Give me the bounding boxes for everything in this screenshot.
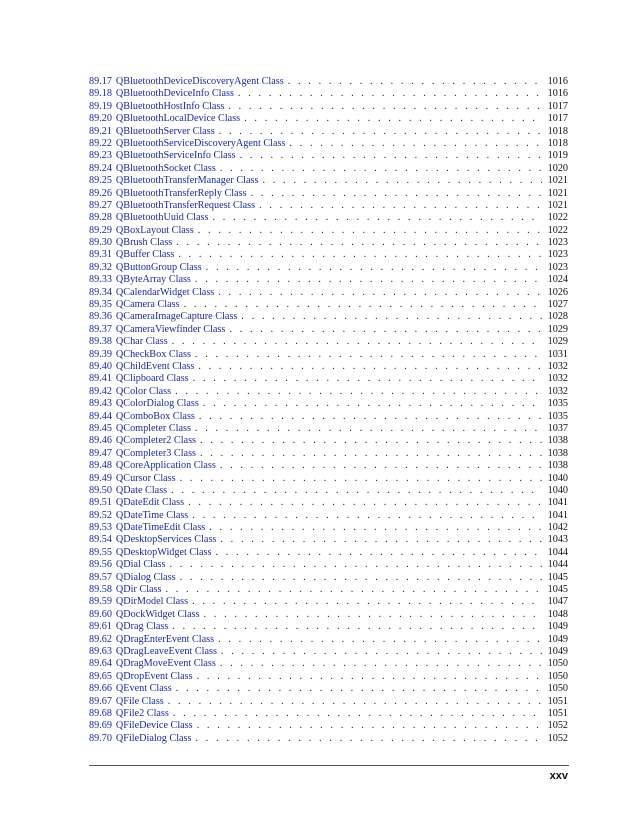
toc-entry-page[interactable]: 1052 [547, 720, 568, 732]
toc-entry-page[interactable]: 1049 [547, 645, 568, 657]
toc-entry-page[interactable]: 1020 [547, 162, 568, 174]
toc-entry-title[interactable]: QDate Class [115, 484, 168, 496]
toc-entry[interactable] [89, 720, 568, 732]
dot-leader [171, 485, 542, 497]
toc-entry-number[interactable]: 89.32 [89, 261, 112, 273]
toc-entry-page[interactable]: 1050 [547, 658, 568, 670]
toc-entry-title[interactable]: QDialog Class [115, 571, 176, 583]
toc-entry-page[interactable]: 1017 [547, 100, 568, 112]
toc-entry[interactable] [89, 274, 568, 286]
toc-entry-page[interactable]: 1029 [547, 323, 568, 335]
toc-entry[interactable] [89, 683, 568, 695]
dot-leader [204, 609, 542, 621]
toc-entry-title[interactable]: QFileDevice Class [115, 720, 193, 732]
toc-entry-title[interactable]: QCameraViewfinder Class [115, 323, 226, 335]
toc-entry-title[interactable]: QDateTimeEdit Class [115, 522, 206, 534]
table-of-contents [89, 76, 568, 745]
toc-entry-title[interactable]: QBuffer Class [115, 249, 175, 261]
toc-entry-page[interactable]: 1017 [547, 113, 568, 125]
dot-leader [198, 361, 542, 373]
dot-leader [175, 386, 542, 398]
toc-entry-page[interactable]: 1051 [547, 707, 568, 719]
dot-leader [199, 411, 542, 423]
toc-entry-title[interactable]: QCompleter Class [115, 422, 191, 434]
dot-leader [195, 349, 542, 361]
dot-leader [197, 720, 542, 732]
toc-entry-page[interactable]: 1027 [547, 299, 568, 311]
toc-entry-title[interactable]: QCamera Class [115, 299, 180, 311]
toc-entry[interactable] [89, 696, 568, 708]
toc-entry[interactable] [89, 547, 568, 559]
dot-leader [173, 708, 542, 720]
toc-entry[interactable] [89, 336, 568, 348]
toc-entry-number[interactable]: 89.26 [89, 187, 112, 199]
toc-entry-number[interactable]: 89.56 [89, 559, 112, 571]
toc-entry-number[interactable]: 89.59 [89, 596, 112, 608]
toc-entry[interactable] [89, 138, 568, 150]
toc-entry[interactable] [89, 497, 568, 509]
toc-entry[interactable] [89, 584, 568, 596]
dot-leader [212, 212, 542, 224]
dot-leader [197, 671, 542, 683]
toc-entry-title[interactable]: QDateEdit Class [115, 497, 185, 509]
toc-entry-title[interactable]: QClipboard Class [115, 373, 189, 385]
toc-entry-title[interactable]: QEvent Class [115, 683, 172, 695]
dot-leader [218, 634, 542, 646]
dot-leader [244, 113, 542, 125]
toc-entry-number[interactable]: 89.39 [89, 348, 112, 360]
toc-entry-title[interactable]: QDateTime Class [115, 509, 189, 521]
dot-leader [192, 596, 542, 608]
toc-entry-number[interactable]: 89.44 [89, 410, 112, 422]
toc-entry[interactable] [89, 349, 568, 361]
toc-entry-number[interactable]: 89.24 [89, 162, 112, 174]
toc-entry-page[interactable]: 1050 [547, 683, 568, 695]
toc-entry-number[interactable]: 89.55 [89, 546, 112, 558]
toc-entry-number[interactable]: 89.43 [89, 398, 112, 410]
toc-entry[interactable] [89, 386, 568, 398]
toc-entry-title[interactable]: QCameraImageCapture Class [115, 311, 238, 323]
dot-leader [206, 262, 542, 274]
toc-entry-number[interactable]: 89.50 [89, 484, 112, 496]
toc-entry-number[interactable]: 89.17 [89, 76, 112, 87]
toc-entry-page[interactable]: 1018 [547, 137, 568, 149]
toc-entry-number[interactable]: 89.66 [89, 683, 112, 695]
toc-entry-title[interactable]: QBluetoothServiceInfo Class [115, 150, 236, 162]
toc-entry-number[interactable]: 89.41 [89, 373, 112, 385]
dot-leader [200, 435, 542, 447]
toc-entry-title[interactable]: QCalendarWidget Class [115, 286, 215, 298]
toc-entry-number[interactable]: 89.22 [89, 137, 112, 149]
toc-entry[interactable] [89, 126, 568, 138]
toc-entry-page[interactable]: 1021 [547, 199, 568, 211]
toc-entry-number[interactable]: 89.36 [89, 311, 112, 323]
toc-entry-title[interactable]: QBrush Class [115, 237, 173, 249]
dot-leader [220, 534, 542, 546]
toc-entry-title[interactable]: QBluetoothSocket Class [115, 162, 216, 174]
toc-entry[interactable] [89, 671, 568, 683]
toc-entry-number[interactable]: 89.69 [89, 720, 112, 732]
toc-entry-title[interactable]: QDragLeaveEvent Class [115, 645, 217, 657]
toc-entry-number[interactable]: 89.19 [89, 100, 112, 112]
toc-entry-number[interactable]: 89.58 [89, 584, 112, 596]
toc-entry-number[interactable]: 89.49 [89, 472, 112, 484]
dot-leader [219, 126, 542, 138]
dot-leader [195, 274, 542, 286]
toc-entry-page[interactable]: 1018 [547, 125, 568, 137]
toc-entry-title[interactable]: QColor Class [115, 385, 172, 397]
toc-entry[interactable] [89, 460, 568, 472]
toc-entry[interactable] [89, 237, 568, 249]
dot-leader [198, 225, 542, 237]
toc-entry-page[interactable]: 1016 [547, 88, 568, 100]
toc-entry[interactable] [89, 101, 568, 113]
dot-leader [188, 497, 542, 509]
toc-entry[interactable] [89, 113, 568, 125]
toc-entry-page[interactable]: 1052 [547, 732, 568, 744]
dot-leader [168, 696, 542, 708]
dot-leader [195, 733, 542, 745]
toc-entry[interactable] [89, 708, 568, 720]
toc-entry-number[interactable]: 89.53 [89, 522, 112, 534]
toc-entry[interactable] [89, 485, 568, 497]
toc-entry[interactable] [89, 559, 568, 571]
toc-entry-page[interactable]: 1040 [547, 484, 568, 496]
dot-leader [259, 200, 542, 212]
toc-entry[interactable] [89, 150, 568, 162]
toc-entry-page[interactable]: 1051 [547, 695, 568, 707]
toc-entry[interactable] [89, 398, 568, 410]
toc-entry-title[interactable]: QDesktopWidget Class [115, 546, 212, 558]
toc-entry-title[interactable]: QDragEnterEvent Class [115, 633, 215, 645]
dot-leader [184, 299, 542, 311]
toc-entry-title[interactable]: QBoxLayout Class [115, 224, 194, 236]
toc-entry-page[interactable]: 1026 [547, 286, 568, 298]
dot-leader [172, 621, 542, 633]
toc-entry-page[interactable]: 1032 [547, 373, 568, 385]
toc-entry-title[interactable]: QCursor Class [115, 472, 176, 484]
dot-leader [165, 584, 542, 596]
toc-entry-title[interactable]: QDirModel Class [115, 596, 189, 608]
toc-entry[interactable] [89, 435, 568, 447]
toc-entry-title[interactable]: QFileDialog Class [115, 732, 192, 744]
toc-entry-page[interactable]: 1032 [547, 385, 568, 397]
toc-entry-number[interactable]: 89.29 [89, 224, 112, 236]
toc-entry-title[interactable]: QBluetoothTransferReply Class [115, 187, 247, 199]
toc-entry-page[interactable]: 1028 [547, 311, 568, 323]
toc-entry-page[interactable]: 1047 [547, 596, 568, 608]
toc-entry[interactable] [89, 287, 568, 299]
dot-leader [289, 138, 542, 150]
toc-entry-title[interactable]: QColorDialog Class [115, 398, 199, 410]
toc-entry-page[interactable]: 1041 [547, 497, 568, 509]
toc-entry[interactable] [89, 212, 568, 224]
toc-entry-number[interactable]: 89.45 [89, 422, 112, 434]
toc-entry-title[interactable]: QBluetoothServer Class [115, 125, 215, 137]
toc-entry-number[interactable]: 89.64 [89, 658, 112, 670]
toc-entry-number[interactable]: 89.31 [89, 249, 112, 261]
toc-entry-number[interactable]: 89.70 [89, 732, 112, 744]
toc-entry-page[interactable]: 1023 [547, 249, 568, 261]
toc-entry-page[interactable]: 1016 [547, 76, 568, 87]
toc-entry-page[interactable]: 1042 [547, 522, 568, 534]
dot-leader [193, 373, 542, 385]
toc-entry-title[interactable]: QDir Class [115, 584, 162, 596]
toc-entry-title[interactable]: QBluetoothUuid Class [115, 212, 209, 224]
toc-entry-number[interactable]: 89.20 [89, 113, 112, 125]
toc-entry[interactable] [89, 658, 568, 670]
toc-entry-number[interactable]: 89.27 [89, 199, 112, 211]
toc-entry-title[interactable]: QBluetoothServiceDiscoveryAgent Class [115, 137, 286, 149]
toc-entry[interactable] [89, 299, 568, 311]
dot-leader [176, 237, 542, 249]
toc-entry-title[interactable]: QByteArray Class [115, 274, 191, 286]
toc-entry[interactable] [89, 733, 568, 745]
toc-entry-title[interactable]: QBluetoothTransferRequest Class [115, 199, 256, 211]
toc-entry-page[interactable]: 1021 [547, 187, 568, 199]
dot-leader [203, 398, 542, 410]
toc-entry-number[interactable]: 89.30 [89, 237, 112, 249]
dot-leader [221, 646, 542, 658]
toc-entry[interactable] [89, 646, 568, 658]
toc-entry-title[interactable]: QComboBox Class [115, 410, 195, 422]
toc-entry-number[interactable]: 89.42 [89, 385, 112, 397]
dot-leader [262, 175, 542, 187]
toc-entry-page[interactable]: 1038 [547, 447, 568, 459]
toc-entry-page[interactable]: 1049 [547, 621, 568, 633]
toc-entry-title[interactable]: QCompleter3 Class [115, 447, 196, 459]
toc-entry-title[interactable]: QBluetoothHostInfo Class [115, 100, 225, 112]
dot-leader [169, 559, 542, 571]
toc-entry-page[interactable]: 1038 [547, 460, 568, 472]
toc-entry-page[interactable]: 1022 [547, 212, 568, 224]
toc-entry[interactable] [89, 373, 568, 385]
toc-entry-number[interactable]: 89.33 [89, 274, 112, 286]
toc-entry-page[interactable]: 1050 [547, 670, 568, 682]
toc-entry-number[interactable]: 89.62 [89, 633, 112, 645]
toc-entry-title[interactable]: QCheckBox Class [115, 348, 191, 360]
dot-leader [172, 336, 542, 348]
toc-entry[interactable] [89, 311, 568, 323]
toc-entry-page[interactable]: 1048 [547, 608, 568, 620]
dot-leader [200, 448, 542, 460]
toc-entry-number[interactable]: 89.23 [89, 150, 112, 162]
toc-entry-number[interactable]: 89.25 [89, 175, 112, 187]
dot-leader [218, 287, 542, 299]
toc-entry-number[interactable]: 89.40 [89, 360, 112, 372]
toc-entry-number[interactable]: 89.28 [89, 212, 112, 224]
toc-entry[interactable] [89, 522, 568, 534]
toc-entry-page[interactable]: 1044 [547, 559, 568, 571]
toc-entry-page[interactable]: 1022 [547, 224, 568, 236]
toc-entry[interactable] [89, 262, 568, 274]
toc-entry-number[interactable]: 89.47 [89, 447, 112, 459]
toc-entry-page[interactable]: 1035 [547, 410, 568, 422]
toc-entry-title[interactable]: QBluetoothLocalDevice Class [115, 113, 241, 125]
toc-entry-page[interactable]: 1049 [547, 633, 568, 645]
toc-entry-number[interactable]: 89.52 [89, 509, 112, 521]
footer-page-number: xxv [549, 770, 568, 782]
toc-entry[interactable] [89, 448, 568, 460]
toc-entry-title[interactable]: QDesktopServices Class [115, 534, 217, 546]
toc-entry-page[interactable]: 1040 [547, 472, 568, 484]
toc-entry-title[interactable]: QDropEvent Class [115, 670, 193, 682]
toc-entry-number[interactable]: 89.37 [89, 323, 112, 335]
toc-entry-number[interactable]: 89.51 [89, 497, 112, 509]
toc-entry-title[interactable]: QDrag Class [115, 621, 169, 633]
toc-entry-title[interactable]: QChar Class [115, 336, 168, 348]
dot-leader [178, 249, 542, 261]
toc-entry[interactable] [89, 510, 568, 522]
toc-entry[interactable] [89, 473, 568, 485]
toc-entry-title[interactable]: QButtonGroup Class [115, 261, 202, 273]
toc-entry-page[interactable]: 1037 [547, 422, 568, 434]
dot-leader [220, 460, 542, 472]
toc-entry-number[interactable]: 89.21 [89, 125, 112, 137]
toc-entry-number[interactable]: 89.68 [89, 707, 112, 719]
toc-entry-number[interactable]: 89.35 [89, 299, 112, 311]
dot-leader [220, 658, 542, 670]
dot-leader [288, 76, 542, 88]
toc-entry-number[interactable]: 89.18 [89, 88, 112, 100]
toc-entry-page[interactable]: 1019 [547, 150, 568, 162]
toc-entry-title[interactable]: QDragMoveEvent Class [115, 658, 216, 670]
toc-entry-title[interactable]: QBluetoothTransferManager Class [115, 175, 259, 187]
dot-leader [176, 683, 542, 695]
dot-leader [195, 423, 542, 435]
toc-entry-page[interactable]: 1045 [547, 584, 568, 596]
toc-entry[interactable] [89, 361, 568, 373]
toc-entry[interactable] [89, 188, 568, 200]
toc-entry-title[interactable]: QFile2 Class [115, 707, 169, 719]
toc-entry-title[interactable]: QCompleter2 Class [115, 435, 196, 447]
toc-entry-title[interactable]: QDockWidget Class [115, 608, 200, 620]
toc-entry-number[interactable]: 89.38 [89, 336, 112, 348]
dot-leader [251, 188, 542, 200]
toc-entry-title[interactable]: QDial Class [115, 559, 166, 571]
dot-leader [238, 88, 542, 100]
toc-entry[interactable] [89, 411, 568, 423]
toc-entry-page[interactable]: 1021 [547, 175, 568, 187]
toc-entry[interactable] [89, 76, 568, 88]
dot-leader [209, 522, 542, 534]
toc-entry[interactable] [89, 609, 568, 621]
toc-entry-title[interactable]: QBluetoothDeviceInfo Class [115, 88, 234, 100]
toc-entry-page[interactable]: 1023 [547, 237, 568, 249]
toc-entry-title[interactable]: QBluetoothDeviceDiscoveryAgent Class [115, 76, 284, 87]
toc-entry-page[interactable]: 1044 [547, 546, 568, 558]
dot-leader [241, 311, 542, 323]
toc-entry-page[interactable]: 1041 [547, 509, 568, 521]
toc-entry-title[interactable]: QCoreApplication Class [115, 460, 216, 472]
dot-leader [180, 473, 542, 485]
toc-entry-page[interactable]: 1035 [547, 398, 568, 410]
toc-entry-page[interactable]: 1024 [547, 274, 568, 286]
dot-leader [220, 163, 542, 175]
toc-entry-number[interactable]: 89.57 [89, 571, 112, 583]
toc-entry-number[interactable]: 89.65 [89, 670, 112, 682]
toc-entry[interactable] [89, 225, 568, 237]
toc-entry-title[interactable]: QChildEvent Class [115, 360, 195, 372]
toc-entry-number[interactable]: 89.63 [89, 645, 112, 657]
dot-leader [240, 150, 542, 162]
toc-entry[interactable] [89, 534, 568, 546]
toc-entry-page[interactable]: 1031 [547, 348, 568, 360]
toc-entry[interactable] [89, 572, 568, 584]
toc-entry-page[interactable]: 1043 [547, 534, 568, 546]
toc-entry[interactable] [89, 634, 568, 646]
dot-leader [215, 547, 542, 559]
toc-entry-number[interactable]: 89.67 [89, 695, 112, 707]
toc-entry-number[interactable]: 89.61 [89, 621, 112, 633]
dot-leader [229, 324, 542, 336]
toc-entry[interactable] [89, 200, 568, 212]
toc-entry-page[interactable]: 1023 [547, 261, 568, 273]
footer-rule [89, 765, 569, 766]
toc-entry-number[interactable]: 89.48 [89, 460, 112, 472]
toc-entry[interactable] [89, 163, 568, 175]
toc-entry-number[interactable]: 89.60 [89, 608, 112, 620]
toc-entry-page[interactable]: 1045 [547, 571, 568, 583]
toc-entry-number[interactable]: 89.54 [89, 534, 112, 546]
toc-entry-number[interactable]: 89.46 [89, 435, 112, 447]
toc-entry[interactable] [89, 596, 568, 608]
toc-entry[interactable] [89, 423, 568, 435]
dot-leader [228, 101, 542, 113]
toc-entry[interactable] [89, 175, 568, 187]
dot-leader [192, 510, 542, 522]
toc-entry-page[interactable]: 1038 [547, 435, 568, 447]
toc-entry-page[interactable]: 1032 [547, 360, 568, 372]
toc-entry-title[interactable]: QFile Class [115, 695, 164, 707]
toc-entry[interactable] [89, 88, 568, 100]
toc-entry-page[interactable]: 1029 [547, 336, 568, 348]
toc-entry[interactable] [89, 324, 568, 336]
toc-entry[interactable] [89, 621, 568, 633]
toc-entry-number[interactable]: 89.34 [89, 286, 112, 298]
dot-leader [180, 572, 542, 584]
toc-entry[interactable] [89, 249, 568, 261]
